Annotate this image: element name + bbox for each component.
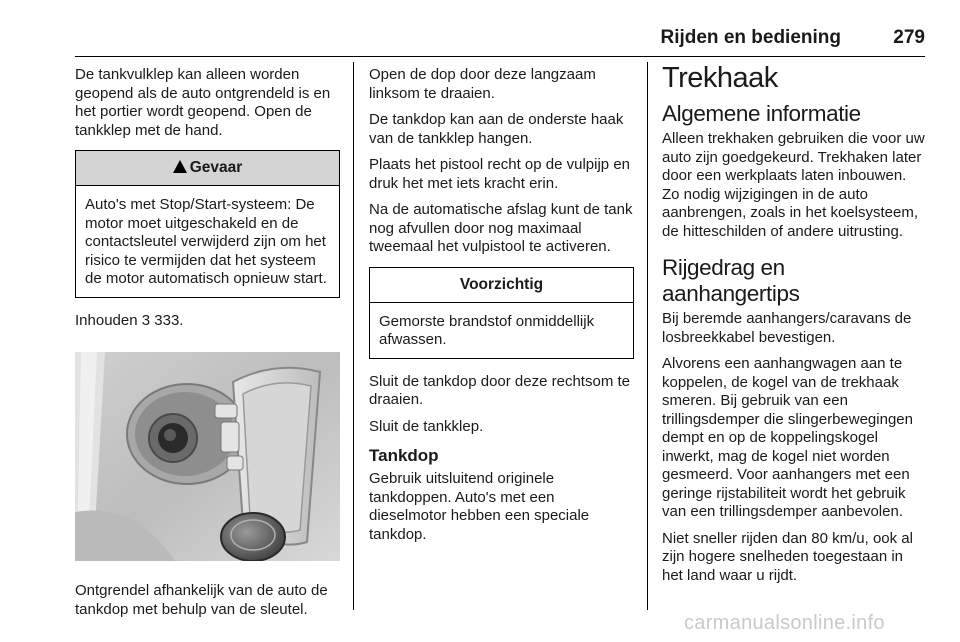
paragraph-close-flap: Sluit de tankklep. — [369, 417, 484, 435]
heading-algemene-informatie: Algemene informatie — [662, 101, 861, 126]
capacity-reference — [75, 312, 340, 331]
caution-box-title: Voorzichtig — [370, 268, 633, 303]
paragraph-breakaway-cable: Bij beremde aanhangers/caravans de losbreekkabel bevestigen. — [662, 310, 912, 346]
caution-box — [369, 267, 634, 359]
danger-box-body: Auto's met Stop/Start-systeem: De motor moet uitgeschakeld en de contactsleutel verwijderd zijn om het risico te vermijden dat het systeem de motor automatisch opnieuw start. — [85, 196, 327, 287]
paragraph-close-cap: Sluit de tankdop door deze rechtsom te draaien. — [369, 372, 630, 408]
danger-box-title: Gevaar — [189, 159, 243, 176]
danger-box-header — [76, 151, 339, 186]
capacity-page-link[interactable]: 333. — [154, 311, 184, 329]
page-reference-arrow-icon: 3 — [141, 311, 151, 329]
column-1 — [75, 66, 340, 627]
section-title: Rijden en bediening — [660, 27, 841, 48]
column-divider-2 — [647, 62, 648, 610]
paragraph-top-up: Na de automatische afslag kunt de tank nog afvullen door nog maximaal tweemaal het vulpistool te activeren. — [369, 201, 633, 255]
danger-box — [75, 150, 340, 298]
paragraph-insert-nozzle: Plaats het pistool recht op de vulpijp en druk het met iets kracht erin. — [369, 156, 630, 192]
heading-tankdop: Tankdop — [369, 446, 439, 465]
capacity-label: Inhouden — [75, 311, 138, 329]
intro-paragraph: De tankvulklep kan alleen worden geopend als de auto ontgrendeld is en het portier wordt geopend. Open de tankklep met de hand. — [75, 66, 331, 139]
paragraph-hang-cap: De tankdop kan aan de onderste haak van de tankklep hangen. — [369, 111, 624, 147]
header-rule — [75, 56, 925, 57]
fuel-filler-photo — [75, 352, 340, 561]
page-number: 279 — [893, 27, 925, 48]
paragraph-general-info: Alleen trekhaken gebruiken die voor uw auto zijn goedgekeurd. Trekhaken later door een werkplaats laten inbouwen. Zo nodig wijzigingen in de auto aanbrengen, zoals in het koelsysteem, de hitteschilden of andere uitrusting. — [662, 130, 925, 240]
column-divider-1 — [353, 62, 354, 610]
paragraph-original-caps: Gebruik uitsluitend originele tankdoppen. Auto's met een dieselmotor hebben een speciale tankdop. — [369, 470, 590, 543]
page-header — [75, 22, 925, 52]
paragraph-speed-limit: Niet sneller rijden dan 80 km/u, ook al zijn hogere snelheden toegestaan in het land waar u rijdt. — [662, 529, 913, 584]
warning-triangle-icon — [173, 160, 187, 173]
caution-box-body: Gemorste brandstof onmiddellijk afwassen. — [379, 312, 595, 348]
column-2 — [369, 66, 634, 552]
watermark: carmanualsonline.info — [684, 612, 885, 634]
paragraph-lubricate-ball: Alvorens een aanhangwagen aan te koppelen, de kogel van de trekhaak smeren. Bij gebruik van een trillingsdemper die slingerbewegingen dempt en op de koppelingskogel inwerkt, mag de kogel niet worden gesmeerd. Voor aanhangers met een geringe rijstabiliteit wordt het gebruik van een trillingsdemper aanbevolen. — [662, 355, 913, 520]
column-3 — [662, 62, 927, 593]
heading-trekhaak: Trekhaak — [662, 62, 778, 94]
photo-caption: Ontgrendel afhankelijk van de auto de tankdop met behulp van de sleutel. — [75, 582, 328, 618]
heading-rijgedrag: Rijgedrag en aanhangertips — [662, 255, 800, 306]
paragraph-open-cap: Open de dop door deze langzaam linksom te draaien. — [369, 66, 596, 102]
